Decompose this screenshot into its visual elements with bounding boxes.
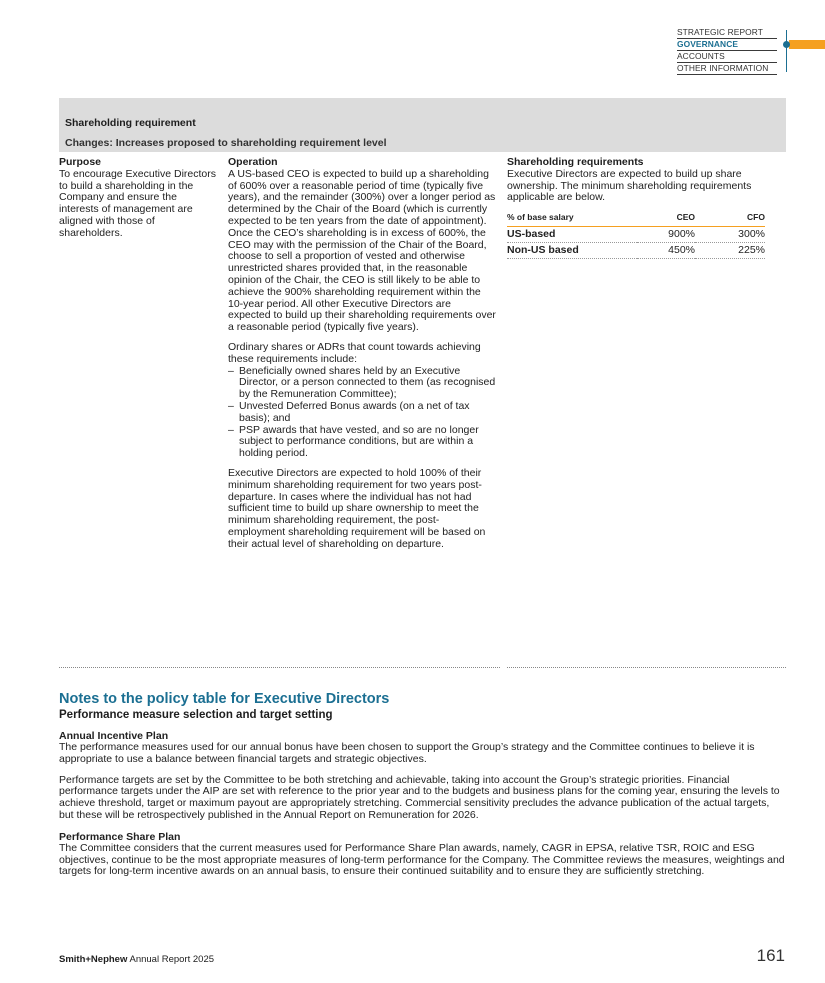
table-header: % of base salary: [507, 210, 637, 226]
separator: [507, 667, 786, 668]
psp-paragraph-1: The Committee considers that the current measures used for Performance Share Plan awards, namely, CAGR in EPSA, relative TSR, ROIC and ESG objectives, continue to be the most appropriate measures of long-term performance for the Company. The Committee reviews the measures, weightings and targets for long-term incentive awards on an annual basis, to ensure their continued suitability and to ensure they are sufficiently stretching.: [59, 841, 785, 878]
bullet-item: – PSP awards that have vested, and so are no longer subject to performance conditions, but are within a holding period.: [228, 425, 496, 460]
table-header-row: [507, 210, 765, 226]
aip-paragraph-2: Performance targets are set by the Committee to be both stretching and achievable, taking into account the Group’s strategic priorities. Financial performance targets under the AIP are set with reference to the prior year and to the budgets and business plans for the coming year, ensuring the levels to achieve threshold, target or maximum payout are appropriately stretching. Commercial sensitivity precludes the advance publication of the actual targets, but these will be retrospectively published in the Annual Report on Remuneration for 2026.: [59, 773, 780, 821]
band-changes: Changes: Increases proposed to shareholding requirement level: [65, 137, 387, 149]
page-number: 161: [756, 946, 785, 965]
footer-report: Annual Report 2025: [129, 954, 215, 965]
table-cell: 450%: [637, 242, 695, 258]
operation-para-3: Executive Directors are expected to hold 100% of their minimum shareholding requirement for two years post-departure. In cases where the individual has not had sufficient time to build up share ownership to meet the minimum shareholding requirement, the post-employment shareholding requirement will be based on their actual level of shareholding on departure.: [228, 466, 486, 550]
table-row: [507, 242, 765, 258]
policy-header-band: [59, 98, 786, 152]
separator: [59, 667, 500, 668]
requirements-text: Executive Directors are expected to build up share ownership. The minimum shareholding requirements applicable are below.: [507, 167, 752, 204]
operation-para-1: A US-based CEO is expected to build up a shareholding of 600% over a reasonable period of time (typically five years), and the remainder (300%) over a longer period as determined by the Chair of the Board (which is currently expected to be ten years from the date of appointment). Once the CEO’s shareholding is in excess of 600%, the CEO may with the permission of the Chair of the Board, choose to sell a proportion of vested and otherwise unrestricted shares provided that, in the reasonable opinion of the Chair, the CEO is still likely to be able to achieve the 900% shareholding requirement within the 10-year period. All other Executive Directors are expected to build up their shareholding requirements over a reasonable period (typically five years).: [228, 167, 496, 334]
purpose-text: To encourage Executive Directors to build a shareholding in the Company and ensure the interests of management are aligned with those of shareholders.: [59, 167, 216, 239]
table-cell: 225%: [695, 242, 765, 258]
operation-bullets: [228, 366, 496, 460]
table-header: CFO: [695, 210, 765, 226]
nav-governance[interactable]: GOVERNANCE: [677, 39, 777, 51]
table-row: [507, 226, 765, 242]
table-header: CEO: [637, 210, 695, 226]
nav-accounts[interactable]: ACCOUNTS: [677, 51, 777, 63]
notes-title: Notes to the policy table for Executive Directors: [59, 691, 390, 707]
band-title: Shareholding requirement: [65, 117, 196, 129]
operation-heading: Operation: [228, 156, 278, 168]
aip-paragraph-1: The performance measures used for our annual bonus have been chosen to support the Group’s strategy and the Committee continues to believe it is appropriate to use a balance between financial targets and strategic objectives.: [59, 741, 755, 765]
nav-current-marker: [789, 40, 825, 49]
requirements-column: [507, 157, 765, 259]
section-nav: [677, 27, 777, 75]
notes-section: [59, 690, 786, 887]
bullet-item: – Beneficially owned shares held by an Executive Director, or a person connected to them (as recognised by the Remuneration Committee);: [228, 366, 496, 401]
notes-subtitle: Performance measure selection and target setting: [59, 709, 333, 721]
table-cell: Non-US based: [507, 242, 637, 258]
aip-heading: Annual Incentive Plan: [59, 730, 169, 742]
footer-brand: Smith+Nephew: [59, 954, 128, 965]
nav-current-dot: [783, 41, 790, 48]
nav-other-information[interactable]: OTHER INFORMATION: [677, 63, 777, 75]
purpose-heading: Purpose: [59, 156, 102, 168]
requirements-table: [507, 210, 765, 258]
nav-strategic-report[interactable]: STRATEGIC REPORT: [677, 27, 777, 39]
footer-report-label: [59, 954, 214, 965]
table-cell: US-based: [507, 226, 637, 242]
table-cell: 300%: [695, 226, 765, 242]
operation-para-2: Ordinary shares or ADRs that count towards achieving these requirements include:: [228, 340, 481, 365]
psp-heading: Performance Share Plan: [59, 830, 181, 843]
requirements-heading: Shareholding requirements: [507, 156, 644, 168]
nav-rail: [786, 30, 787, 72]
purpose-column: [59, 157, 219, 248]
bullet-item: – Unvested Deferred Bonus awards (on a net of tax basis); and: [228, 401, 496, 425]
operation-column: [228, 157, 496, 559]
table-cell: 900%: [637, 226, 695, 242]
